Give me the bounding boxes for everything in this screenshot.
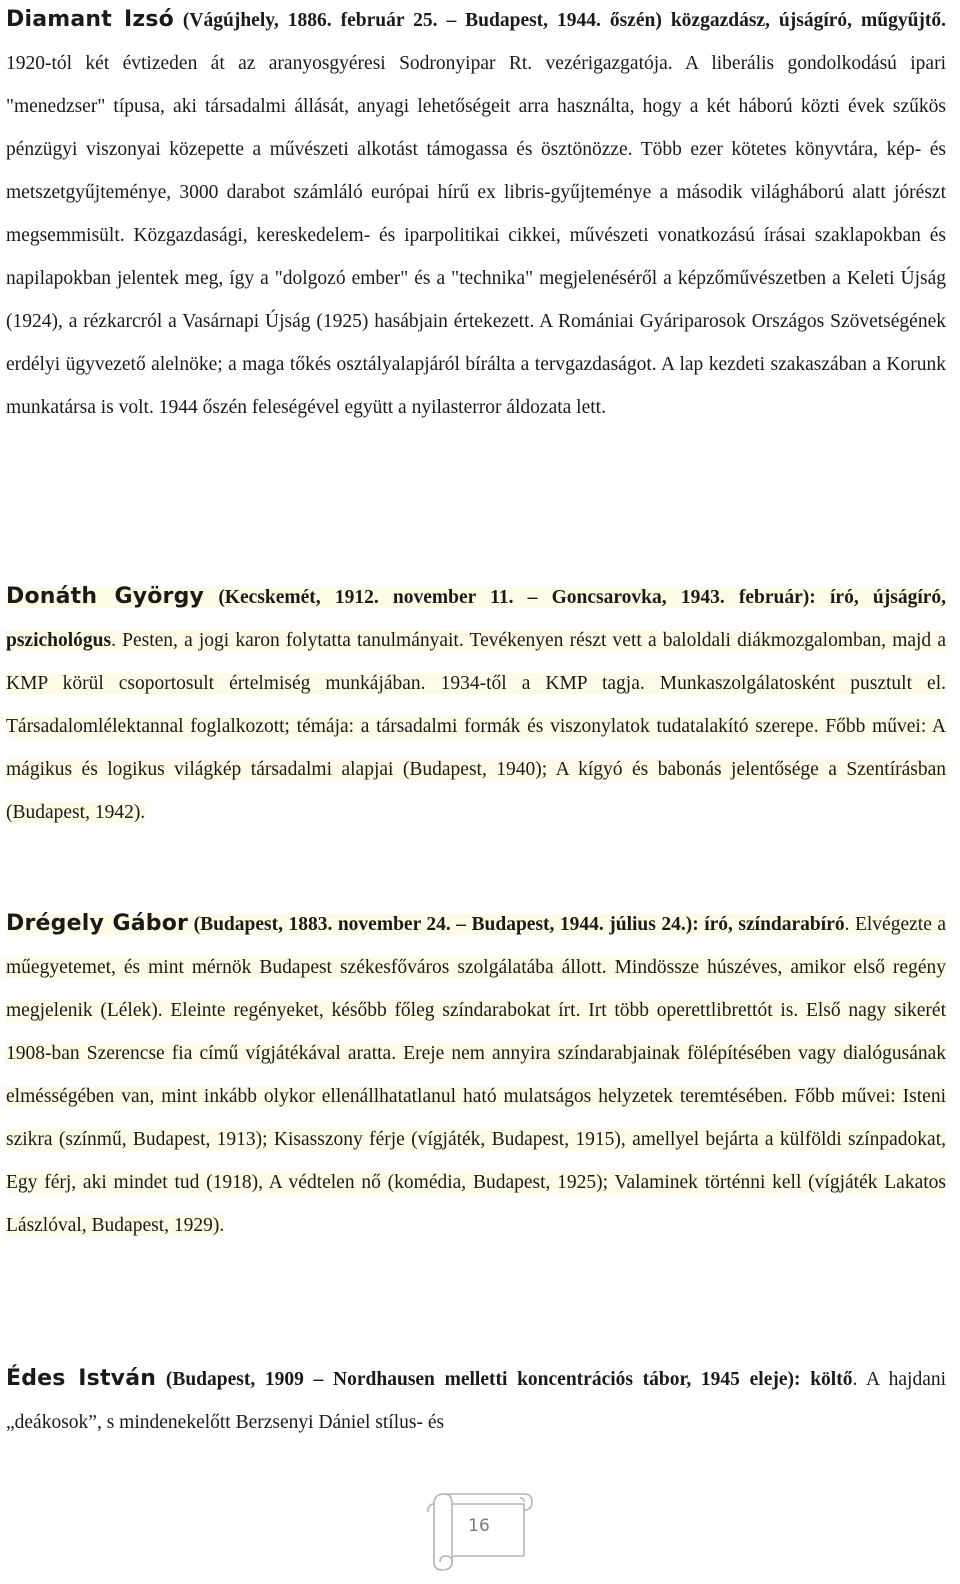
- entry-dates: (Budapest, 1909 – Nordhausen melletti koncentrációs tábor, 1945 eleje):: [165, 1369, 801, 1390]
- entry-paragraph: [6, 902, 946, 1247]
- entry-roles: író, színdarabíró: [704, 914, 845, 935]
- entry-paragraph: [6, 0, 946, 429]
- page-number: 16: [468, 1516, 490, 1536]
- entry-name: Donáth György: [6, 584, 205, 609]
- entry-roles: író, újságíró, pszichológus: [6, 587, 947, 651]
- entry-edes-istvan: [6, 1357, 946, 1444]
- entry-dates: (Vágújhely, 1886. február 25. – Budapest, 1944. őszén): [182, 10, 662, 31]
- entry-dates: (Kecskemét, 1912. november 11. – Goncsarovka, 1943. február):: [218, 587, 816, 608]
- entry-roles: közgazdász, újságíró, műgyűjtő.: [670, 10, 947, 31]
- entry-name: Édes István: [6, 1366, 157, 1391]
- entry-text: 1920-tól két évtizeden át az aranyosgyéresi Sodronyipar Rt. vezérigazgatója. A liberális gondolkodású ipari "menedzser" típusa, aki társadalmi állását, anyagi lehetőségeit arra használta, hogy a két háború közti évek szűkös pénzügyi viszonyai közepette a művészeti alkotást támogassa és ösztönözze. Több ezer kötetes könyvtára, kép- és metszetgyűjteménye, 3000 darabot számláló európai hírű ex libris-gyűjteménye a második világháború alatt jórészt megsemmisült. Közgazdasági, kereskedelem- és iparpolitikai cikkei, művészeti vonatkozású írásai szaklapokban és napilapokban jelentek meg, így a "dolgozó ember" és a "technika" megjelenéséről a képzőművészetben a Keleti Újság (1924), a rézkarcról a Vasárnapi Újság (1925) hasábjain értekezett. A Romániai Gyáriparosok Országos Szövetségének erdélyi ügyvezető alelnöke; a maga tőkés osztályalapjáról bírálta a tervgazdaságot. A lap kezdeti szakaszában a Korunk munkatársa is volt. 1944 őszén feleségével együtt a nyilasterror áldozata lett.: [6, 53, 946, 418]
- entry-diamant-izso: [6, 0, 946, 429]
- entry-donath-gyorgy: [6, 575, 946, 834]
- entry-roles: költő: [810, 1369, 853, 1390]
- entry-text: . Elvégezte a műegyetemet, és mint mérnök Budapest székesfőváros szolgálatába állott. Mindössze húszéves, amikor első regény megjelenik (Lélek). Eleinte regényeket, később főleg színdarabokat írt. Irt több operettlibrettót is. Első nagy sikerét 1908-ban Szerencse fia című vígjátékával aratta. Ereje nem annyira színdarabjainak fölépítésében vagy dialógusának elmésségében van, mint inkább olykor ellenállhatatlanul ható mulatságos helyzetek teremtésében. Főbb művei: Isteni szikra (színmű, Budapest, 1913); Kisasszony férje (vígjáték, Budapest, 1915), amellyel bejárta a külföldi színpadokat, Egy férj, aki mindet tud (1918), A védtelen nő (komédia, Budapest, 1925); Valaminek történni kell (vígjáték Lakatos Lászlóval, Budapest, 1929).: [6, 914, 946, 1236]
- page-number-scroll: [420, 1490, 538, 1572]
- entry-paragraph: [6, 575, 946, 834]
- entry-dates: (Budapest, 1883. november 24. – Budapest, 1944. július 24.):: [193, 914, 699, 935]
- entry-name: Drégely Gábor: [6, 911, 189, 936]
- entry-paragraph: [6, 1357, 946, 1444]
- entry-dregely-gabor: [6, 902, 946, 1247]
- entry-name: Diamant Izsó: [6, 7, 174, 32]
- entry-text: . A hajdani „deákosok”, s mindenekelőtt Berzsenyi Dániel stílus- és: [6, 1369, 947, 1433]
- entry-text: . Pesten, a jogi karon folytatta tanulmányait. Tevékenyen részt vett a baloldali diákmozgalomban, majd a KMP körül csoportosult értelmiség munkájában. 1934-től a KMP tagja. Munkaszolgálatosként pusztult el. Társadalomlélektannal foglalkozott; témája: a társadalmi formák és viszonylatok tudatalakító szerepe. Főbb művei: A mágikus és logikus világkép társadalmi alapjai (Budapest, 1940); A kígyó és babonás jelentősége a Szentírásban (Budapest, 1942).: [6, 630, 946, 823]
